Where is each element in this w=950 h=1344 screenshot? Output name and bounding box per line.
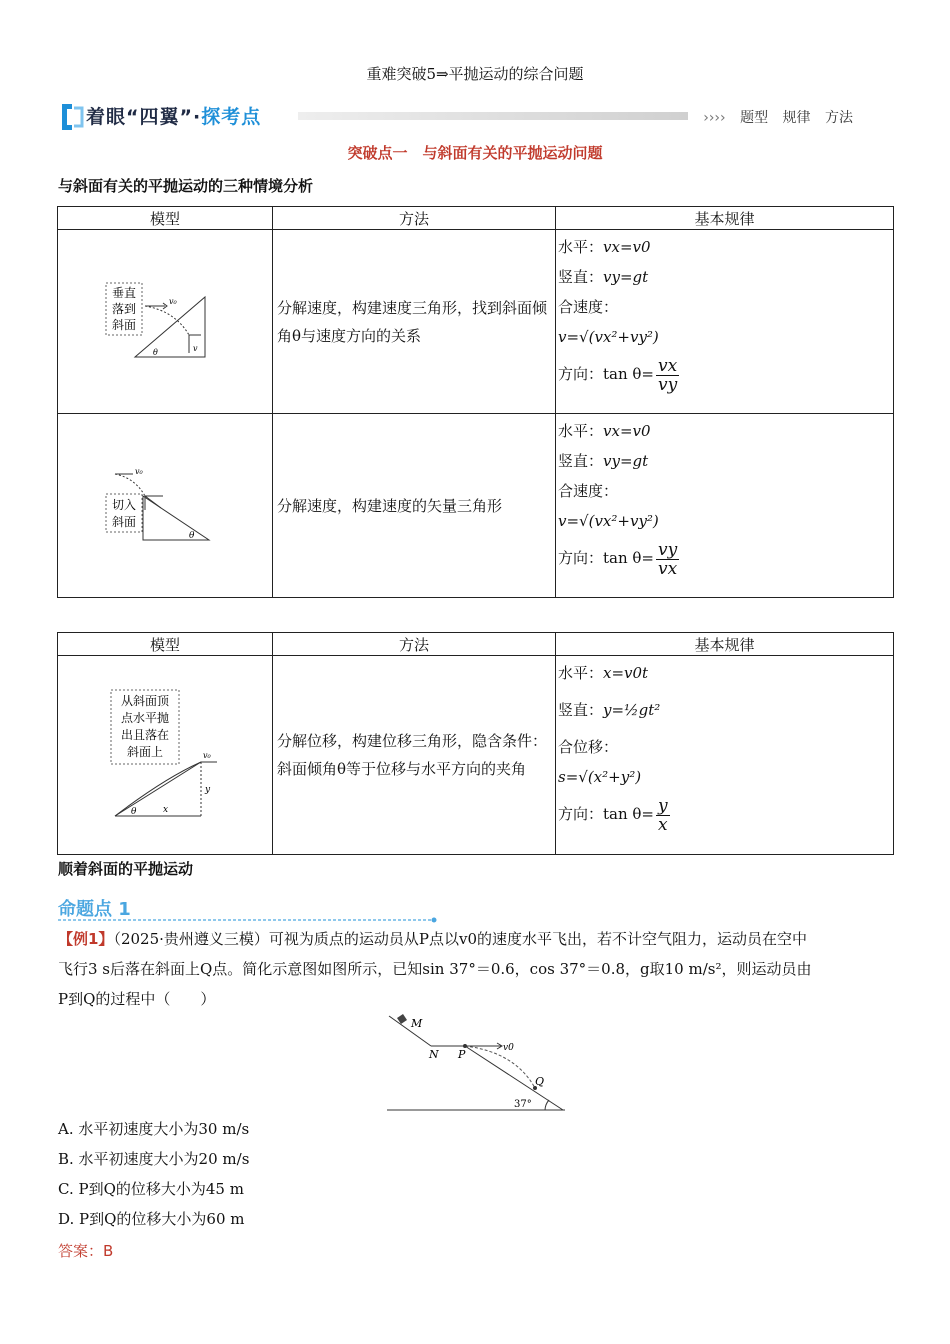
svg-text:Q: Q [535,1075,545,1088]
svg-text:θ: θ [153,347,158,357]
method-cell: 分解速度，构建速度三角形，找到斜面倾角θ与速度方向的关系 [273,230,556,414]
svg-text:x: x [163,804,169,815]
model-cell [58,414,273,598]
col-header-method: 方法 [273,207,556,230]
slope-analysis-table-2 [57,632,894,855]
col-header-method: 方法 [273,633,556,656]
perpendicular-landing-diagram [105,277,225,367]
svg-text:落到: 落到 [111,301,137,316]
rule-cell: 水平：vx=v0 竖直：vy=gt 合速度： v=√(vx²+vy²) 方向：tan θ= $\frac{vy}{vx}$ [556,414,894,598]
col-header-model: 模型 [58,207,273,230]
option-b[interactable]: B. 水平初速度大小为20 m/s [58,1150,250,1168]
svg-text:M: M [411,1017,423,1030]
svg-text:v₀: v₀ [135,466,143,476]
method-cell: 分解速度，构建速度的矢量三角形 [273,414,556,598]
answer-text: 答案：B [58,1242,114,1260]
svg-text:v: v [193,343,198,353]
svg-text:v₀: v₀ [203,750,211,760]
svg-text:y: y [205,784,211,795]
method-cell: 分解位移，构建位移三角形，隐含条件：斜面倾角θ等于位移与水平方向的夹角 [273,656,556,855]
svg-text:斜面: 斜面 [111,317,137,332]
option-d[interactable]: D. P到Q的位移大小为60 m [58,1210,245,1228]
table-row [58,414,894,598]
svg-text:点水平抛: 点水平抛 [120,710,170,725]
doc-title: 重难突破5⇒平抛运动的综合问题 [366,65,584,83]
subheading-along-slope: 顺着斜面的平抛运动 [58,860,194,878]
section-subheading: 与斜面有关的平抛运动的三种情境分析 [58,177,314,195]
banner-divider [298,112,688,120]
svg-text:θ: θ [131,806,137,817]
svg-text:P: P [458,1048,466,1061]
proposition-underline [58,917,438,923]
svg-text:斜面: 斜面 [111,514,137,529]
option-a[interactable]: A. 水平初速度大小为30 m/s [58,1120,250,1138]
svg-text:v₀: v₀ [169,296,177,306]
col-header-rule: 基本规律 [556,207,894,230]
svg-text:切入: 切入 [111,497,137,512]
svg-text:从斜面顶: 从斜面顶 [120,693,170,708]
proposition-tag: 命题点 1 [58,895,438,923]
section-heading: 突破点一 与斜面有关的平抛运动问题 [347,144,603,162]
col-header-model: 模型 [58,633,273,656]
table-header-row [58,207,894,230]
section-banner [58,100,893,134]
svg-text:θ: θ [189,530,195,541]
option-c[interactable]: C. P到Q的位移大小为45 m [58,1180,244,1198]
svg-text:37°: 37° [514,1099,532,1110]
rule-cell: 水平：x=v0t 竖直：y=½gt² 合位移： s=√(x²+y²) 方向：tan θ= $\frac{y}{x}$ [556,656,894,855]
table-row [58,656,894,855]
col-header-rule: 基本规律 [556,633,894,656]
tangent-entry-diagram [105,466,225,546]
model-cell [58,656,273,855]
svg-text:出且落在: 出且落在 [120,727,170,742]
table-row [58,230,894,414]
example-question: 【例1】（2025·贵州遵义三模）可视为质点的运动员从P点以v0的速度水平飞出，若不计空气阻力，运动员在空中 飞行3 s后落在斜面上Q点。简化示意图如图所示，已知sin 37°＝0.6，cos 37°＝0.8，g取10 m/s²，则运动员由 P到Q的过程中（ ） [58,930,812,1008]
svg-text:v0: v0 [503,1043,514,1053]
svg-text:斜面上: 斜面上 [126,744,164,759]
rule-cell: 水平：vx=v0 竖直：vy=gt 合速度： v=√(vx²+vy²) 方向：tan θ= $\frac{vx}{vy}$ [556,230,894,414]
svg-text:N: N [429,1048,439,1061]
banner-tags: ›››› 题型 规律 方法 [703,110,853,126]
svg-text:垂直: 垂直 [111,285,137,300]
top-launch-diagram [105,688,225,823]
slope-analysis-table-1 [57,206,894,598]
banner-bracket-icon [58,100,86,134]
table-header-row [58,633,894,656]
banner-title: 着眼“四翼”·探考点 [86,106,262,128]
example-figure [385,1012,570,1114]
model-cell [58,230,273,414]
